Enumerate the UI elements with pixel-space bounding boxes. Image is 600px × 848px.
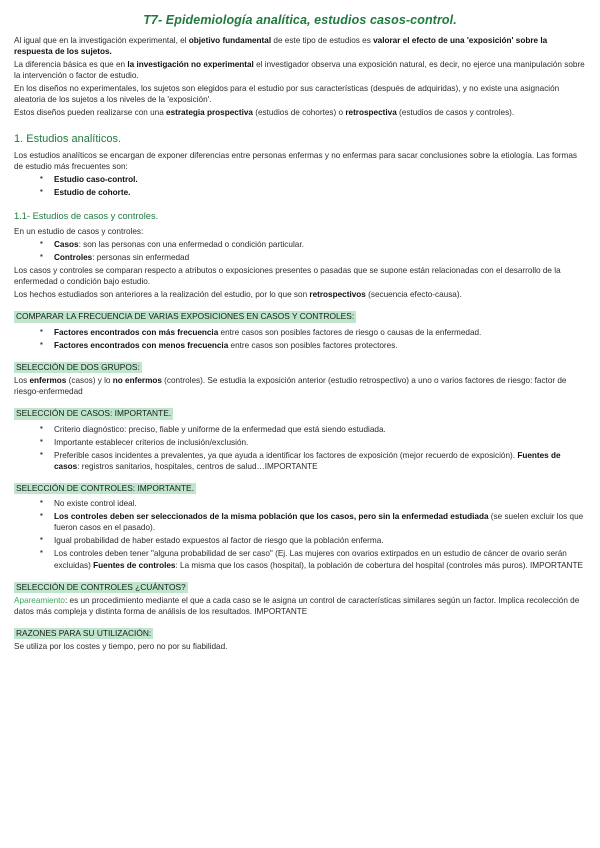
section-1-bullets xyxy=(14,174,586,198)
list-item: ▪ No existe control ideal. xyxy=(14,498,586,509)
list-item: ▪ Factores encontrados con menos frecuencia entre casos son posibles factores protectores. xyxy=(14,340,586,351)
list-item: ▪ Los controles deben ser seleccionados de la misma población que los casos, pero sin la enfermedad estudiada (se suelen excluir los que fueron casos en el pasado). xyxy=(14,511,586,533)
list-item: ▪ Criterio diagnóstico: preciso, fiable y uniforme de la enfermedad que está siendo estudiada. xyxy=(14,424,586,435)
page-title: T7- Epidemiología analítica, estudios casos-control. xyxy=(143,13,457,27)
list-item: ▪ Importante establecer criterios de inclusión/exclusión. xyxy=(14,437,586,448)
section-heading-1: 1. Estudios analíticos. xyxy=(14,133,122,146)
block-paragraph: Los enfermos (casos) y lo no enfermos (controles). Se estudia la exposición anterior (estudio retrospectivo) a uno o varios factores de riesgo: factor de riesgo-enfermedad xyxy=(14,376,567,397)
block-paragraph: Se utiliza por los costes y tiempo, pero no por su fiabilidad. xyxy=(14,642,228,652)
block-highlight-heading: RAZONES PARA SU UTILIZACIÓN: xyxy=(16,628,152,639)
block-paragraph: Apareamiento: es un procedimiento mediante el que a cada caso se le asigna un control de características similares según un factor. Implica recolección de datos más compleja y distinta forma de análisis de los resultados. IMPORTANTE xyxy=(14,595,580,616)
intro-section xyxy=(14,35,586,118)
list-item: ▪ Preferible casos incidentes a prevalentes, ya que ayuda a identificar los factores de exposición (mejor recuerdo de exposición). Fuentes de casos: registros sanitarios, hospitales, centros de salud…IMPORTANTE xyxy=(14,450,586,472)
block-highlight-heading: SELECCIÓN DE CONTROLES ¿CUÁNTOS? xyxy=(16,581,186,592)
block-highlight-heading: SELECCIÓN DE CONTROLES: IMPORTANTE. xyxy=(16,482,194,493)
subsection-1-1-body xyxy=(14,226,586,300)
block-highlight-heading: COMPARAR LA FRECUENCIA DE VARIAS EXPOSICIONES EN CASOS Y CONTROLES: xyxy=(16,311,355,322)
intro-paragraph: Al igual que en la investigación experimental, el objetivo fundamental de este tipo de estudios es valorar el efecto de una 'exposición' sobre la respuesta de los sujetos. xyxy=(14,35,548,56)
highlighted-blocks xyxy=(14,302,586,652)
block-bullets xyxy=(14,327,586,351)
content-block-comparar-frecuencia xyxy=(14,302,586,350)
subsection-1-1-bullets xyxy=(14,239,586,263)
list-item: ▪ Estudio caso-control. xyxy=(14,174,586,185)
section-paragraph: Los estudios analíticos se encargan de exponer diferencias entre personas enfermas y no enfermas para sacar conclusiones sobre la etiología. Las formas de estudio más frecuentes son: xyxy=(14,151,577,172)
content-block-seleccion-controles-cuantos xyxy=(14,573,586,617)
subsection-paragraph: Los hechos estudiados son anteriores a la realización del estudio, por lo que son retrospectivos (secuencia efecto-causa). xyxy=(14,290,462,300)
content-block-seleccion-controles xyxy=(14,474,586,571)
content-block-seleccion-dos-grupos xyxy=(14,353,586,397)
block-highlight-heading: SELECCIÓN DE CASOS: IMPORTANTE. xyxy=(16,408,172,419)
intro-paragraph: La diferencia básica es que en la investigación no experimental el investigador observa una exposición natural, es decir, no ejerce una manipulación sobre la intervención o factor de estudio. xyxy=(14,60,585,81)
list-item: ▪ Casos: son las personas con una enfermedad o condición particular. xyxy=(14,239,586,250)
list-item: ▪ Factores encontrados con más frecuencia entre casos son posibles factores de riesgo o causas de la enfermedad. xyxy=(14,327,586,338)
subsection-heading-1-1: 1.1- Estudios de casos y controles. xyxy=(14,211,159,222)
content-block-razones-utilizacion xyxy=(14,619,586,652)
block-highlight-heading: SELECCIÓN DE DOS GRUPOS: xyxy=(16,361,140,372)
section-1-body xyxy=(14,150,586,198)
subsection-lead: En un estudio de casos y controles: xyxy=(14,226,144,236)
block-bullets xyxy=(14,498,586,570)
subsection-paragraph: Los casos y controles se comparan respecto a atributos o exposiciones presentes o pasadas que se supone están relacionadas con el desarrollo de la enfermedad o condición bajo estudio. xyxy=(14,266,561,287)
intro-paragraph: En los diseños no experimentales, los sujetos son elegidos para el estudio por sus características (después de adquiridas), y no existe una asignación aleatoria de los sujetos a los niveles de la 'exposición'. xyxy=(14,84,560,105)
list-item: ▪ Controles: personas sin enfermedad xyxy=(14,252,586,263)
list-item: ▪ Igual probabilidad de haber estado expuestos al factor de riesgo que la población enferma. xyxy=(14,535,586,546)
block-bullets xyxy=(14,424,586,472)
list-item: ▪ Los controles deben tener "alguna probabilidad de ser caso" (Ej. Las mujeres con ovarios extirpados en un estudio de cáncer de ovario serán excluidas) Fuentes de controles: La misma que los casos (hospital), la población de cobertura del hospital (controles más puros). IMPORTANTE xyxy=(14,548,586,570)
content-block-seleccion-casos xyxy=(14,399,586,472)
intro-paragraph: Estos diseños pueden realizarse con una estrategia prospectiva (estudios de cohortes) o retrospectiva (estudios de casos y controles). xyxy=(14,108,515,118)
list-item: ▪ Estudio de cohorte. xyxy=(14,187,586,198)
